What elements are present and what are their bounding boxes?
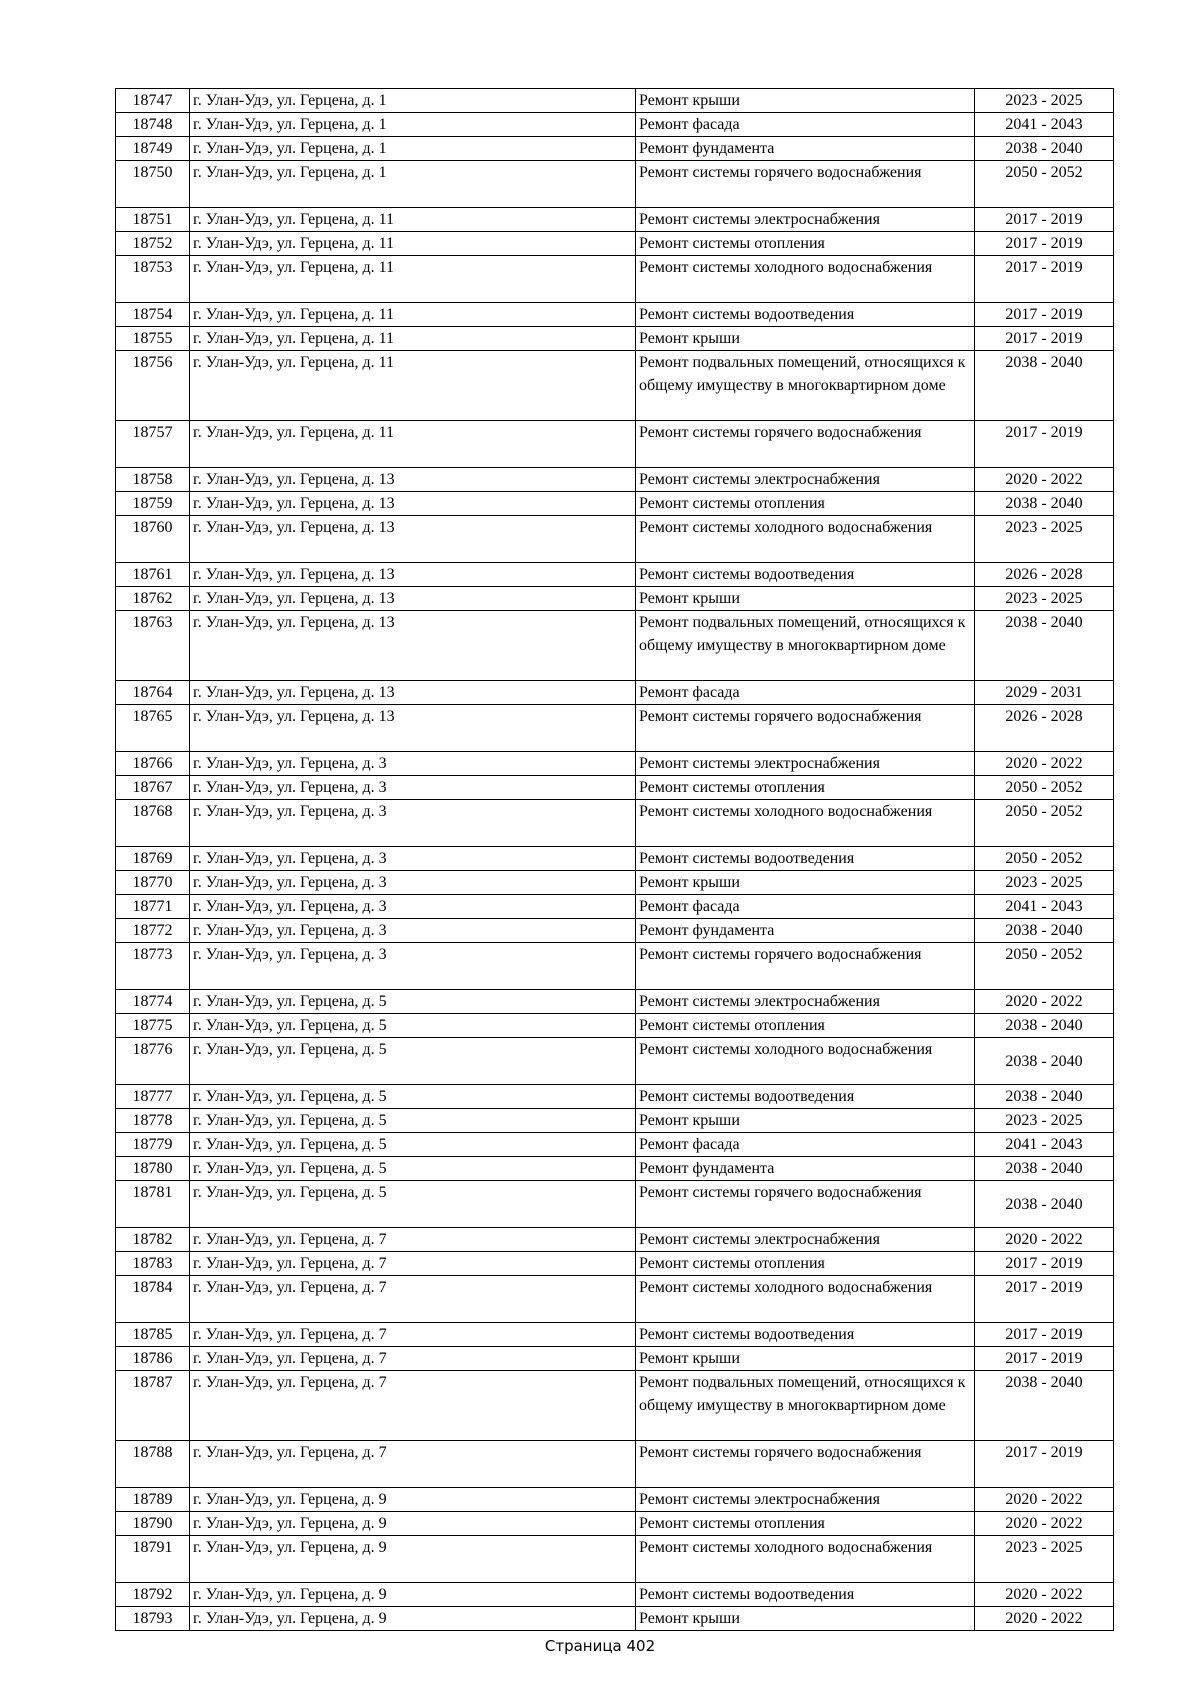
- row-work-type: Ремонт системы водоотведения: [636, 303, 975, 327]
- row-work-type: Ремонт подвальных помещений, относящихся к общему имуществу в многоквартирном доме: [636, 351, 975, 421]
- table-row: [116, 847, 1114, 871]
- row-period: 2017 - 2019: [975, 303, 1114, 327]
- row-address: г. Улан-Удэ, ул. Герцена, д. 11: [190, 256, 636, 303]
- row-work-type: Ремонт крыши: [636, 1607, 975, 1631]
- row-number: 18771: [116, 895, 190, 919]
- row-period: 2038 - 2040: [975, 137, 1114, 161]
- table-row: [116, 516, 1114, 563]
- row-work-type: Ремонт системы отопления: [636, 492, 975, 516]
- table-body: [116, 89, 1114, 1631]
- table-row: [116, 611, 1114, 681]
- row-number: 18782: [116, 1228, 190, 1252]
- row-address: г. Улан-Удэ, ул. Герцена, д. 5: [190, 1133, 636, 1157]
- row-address: г. Улан-Удэ, ул. Герцена, д. 5: [190, 990, 636, 1014]
- row-address: г. Улан-Удэ, ул. Герцена, д. 11: [190, 232, 636, 256]
- table-row: [116, 943, 1114, 990]
- row-work-type: Ремонт фасада: [636, 1133, 975, 1157]
- row-address: г. Улан-Удэ, ул. Герцена, д. 9: [190, 1536, 636, 1583]
- row-work-type: Ремонт подвальных помещений, относящихся к общему имуществу в многоквартирном доме: [636, 1371, 975, 1441]
- row-work-type: Ремонт подвальных помещений, относящихся к общему имуществу в многоквартирном доме: [636, 611, 975, 681]
- row-work-type: Ремонт системы отопления: [636, 1252, 975, 1276]
- row-number: 18781: [116, 1181, 190, 1228]
- row-work-type: Ремонт системы горячего водоснабжения: [636, 421, 975, 468]
- table-row: [116, 1181, 1114, 1228]
- row-number: 18764: [116, 681, 190, 705]
- row-address: г. Улан-Удэ, ул. Герцена, д. 3: [190, 919, 636, 943]
- row-period: 2041 - 2043: [975, 113, 1114, 137]
- table-row: [116, 492, 1114, 516]
- row-address: г. Улан-Удэ, ул. Герцена, д. 13: [190, 516, 636, 563]
- row-period: 2038 - 2040: [975, 351, 1114, 421]
- row-period: 2017 - 2019: [975, 327, 1114, 351]
- row-period: 2038 - 2040: [975, 1038, 1114, 1085]
- row-work-type: Ремонт системы холодного водоснабжения: [636, 1536, 975, 1583]
- row-number: 18767: [116, 776, 190, 800]
- table-row: [116, 1371, 1114, 1441]
- row-address: г. Улан-Удэ, ул. Герцена, д. 3: [190, 943, 636, 990]
- row-number: 18753: [116, 256, 190, 303]
- row-period: 2050 - 2052: [975, 847, 1114, 871]
- row-number: 18777: [116, 1085, 190, 1109]
- table-row: [116, 705, 1114, 752]
- row-period: 2017 - 2019: [975, 232, 1114, 256]
- row-number: 18765: [116, 705, 190, 752]
- table-row: [116, 161, 1114, 208]
- row-work-type: Ремонт фундамента: [636, 137, 975, 161]
- row-number: 18778: [116, 1109, 190, 1133]
- row-period: 2020 - 2022: [975, 990, 1114, 1014]
- row-address: г. Улан-Удэ, ул. Герцена, д. 7: [190, 1252, 636, 1276]
- row-period: 2029 - 2031: [975, 681, 1114, 705]
- row-number: 18785: [116, 1323, 190, 1347]
- row-period: 2017 - 2019: [975, 1441, 1114, 1488]
- row-address: г. Улан-Удэ, ул. Герцена, д. 13: [190, 468, 636, 492]
- row-work-type: Ремонт системы водоотведения: [636, 847, 975, 871]
- row-number: 18776: [116, 1038, 190, 1085]
- row-work-type: Ремонт системы электроснабжения: [636, 208, 975, 232]
- row-number: 18760: [116, 516, 190, 563]
- row-number: 18758: [116, 468, 190, 492]
- row-period: 2023 - 2025: [975, 516, 1114, 563]
- row-period: 2041 - 2043: [975, 895, 1114, 919]
- row-period: 2050 - 2052: [975, 943, 1114, 990]
- row-work-type: Ремонт системы горячего водоснабжения: [636, 161, 975, 208]
- row-number: 18762: [116, 587, 190, 611]
- row-address: г. Улан-Удэ, ул. Герцена, д. 11: [190, 351, 636, 421]
- row-work-type: Ремонт крыши: [636, 89, 975, 113]
- row-work-type: Ремонт фасада: [636, 113, 975, 137]
- table-row: [116, 1441, 1114, 1488]
- row-address: г. Улан-Удэ, ул. Герцена, д. 3: [190, 776, 636, 800]
- row-number: 18769: [116, 847, 190, 871]
- row-work-type: Ремонт системы электроснабжения: [636, 1228, 975, 1252]
- row-period: 2017 - 2019: [975, 1323, 1114, 1347]
- row-period: 2038 - 2040: [975, 1085, 1114, 1109]
- row-period: 2038 - 2040: [975, 1157, 1114, 1181]
- table-row: [116, 89, 1114, 113]
- row-number: 18772: [116, 919, 190, 943]
- table-row: [116, 1038, 1114, 1085]
- row-period: 2050 - 2052: [975, 776, 1114, 800]
- row-number: 18788: [116, 1441, 190, 1488]
- row-work-type: Ремонт системы отопления: [636, 1014, 975, 1038]
- row-period: 2023 - 2025: [975, 1536, 1114, 1583]
- row-number: 18783: [116, 1252, 190, 1276]
- row-period: 2050 - 2052: [975, 800, 1114, 847]
- table-row: [116, 327, 1114, 351]
- row-period: 2023 - 2025: [975, 89, 1114, 113]
- row-period: 2020 - 2022: [975, 1488, 1114, 1512]
- row-period: 2038 - 2040: [975, 1371, 1114, 1441]
- row-work-type: Ремонт фасада: [636, 895, 975, 919]
- row-period: 2017 - 2019: [975, 208, 1114, 232]
- row-period: 2017 - 2019: [975, 421, 1114, 468]
- table-row: [116, 468, 1114, 492]
- row-work-type: Ремонт крыши: [636, 327, 975, 351]
- table-row: [116, 563, 1114, 587]
- row-period: 2026 - 2028: [975, 705, 1114, 752]
- row-work-type: Ремонт крыши: [636, 587, 975, 611]
- row-work-type: Ремонт системы отопления: [636, 776, 975, 800]
- row-number: 18774: [116, 990, 190, 1014]
- row-work-type: Ремонт системы горячего водоснабжения: [636, 1181, 975, 1228]
- table-row: [116, 752, 1114, 776]
- row-work-type: Ремонт системы водоотведения: [636, 563, 975, 587]
- row-address: г. Улан-Удэ, ул. Герцена, д. 13: [190, 587, 636, 611]
- row-number: 18780: [116, 1157, 190, 1181]
- row-period: 2020 - 2022: [975, 1583, 1114, 1607]
- row-number: 18773: [116, 943, 190, 990]
- row-work-type: Ремонт системы холодного водоснабжения: [636, 256, 975, 303]
- row-address: г. Улан-Удэ, ул. Герцена, д. 13: [190, 563, 636, 587]
- row-address: г. Улан-Удэ, ул. Герцена, д. 9: [190, 1583, 636, 1607]
- table-row: [116, 919, 1114, 943]
- table-row: [116, 232, 1114, 256]
- row-work-type: Ремонт крыши: [636, 871, 975, 895]
- row-work-type: Ремонт системы горячего водоснабжения: [636, 943, 975, 990]
- row-work-type: Ремонт фундамента: [636, 919, 975, 943]
- row-number: 18754: [116, 303, 190, 327]
- row-period: 2038 - 2040: [975, 611, 1114, 681]
- row-address: г. Улан-Удэ, ул. Герцена, д. 5: [190, 1085, 636, 1109]
- row-address: г. Улан-Удэ, ул. Герцена, д. 3: [190, 800, 636, 847]
- row-address: г. Улан-Удэ, ул. Герцена, д. 9: [190, 1488, 636, 1512]
- table-row: [116, 303, 1114, 327]
- table-row: [116, 1228, 1114, 1252]
- row-number: 18789: [116, 1488, 190, 1512]
- table-row: [116, 351, 1114, 421]
- row-number: 18775: [116, 1014, 190, 1038]
- row-work-type: Ремонт системы водоотведения: [636, 1583, 975, 1607]
- table-row: [116, 256, 1114, 303]
- row-number: 18755: [116, 327, 190, 351]
- row-address: г. Улан-Удэ, ул. Герцена, д. 11: [190, 208, 636, 232]
- row-period: 2041 - 2043: [975, 1133, 1114, 1157]
- table-row: [116, 1583, 1114, 1607]
- row-period: 2020 - 2022: [975, 752, 1114, 776]
- table-row: [116, 1157, 1114, 1181]
- row-work-type: Ремонт фундамента: [636, 1157, 975, 1181]
- table-row: [116, 1607, 1114, 1631]
- page-number: Страница 402: [544, 1637, 656, 1655]
- row-address: г. Улан-Удэ, ул. Герцена, д. 1: [190, 161, 636, 208]
- row-period: 2023 - 2025: [975, 871, 1114, 895]
- row-work-type: Ремонт системы отопления: [636, 232, 975, 256]
- row-work-type: Ремонт системы электроснабжения: [636, 990, 975, 1014]
- row-address: г. Улан-Удэ, ул. Герцена, д. 11: [190, 421, 636, 468]
- row-address: г. Улан-Удэ, ул. Герцена, д. 3: [190, 752, 636, 776]
- row-number: 18759: [116, 492, 190, 516]
- table-row: [116, 776, 1114, 800]
- row-period: 2017 - 2019: [975, 1252, 1114, 1276]
- row-address: г. Улан-Удэ, ул. Герцена, д. 13: [190, 611, 636, 681]
- row-address: г. Улан-Удэ, ул. Герцена, д. 7: [190, 1441, 636, 1488]
- row-address: г. Улан-Удэ, ул. Герцена, д. 1: [190, 137, 636, 161]
- row-number: 18790: [116, 1512, 190, 1536]
- table-row: [116, 113, 1114, 137]
- row-number: 18749: [116, 137, 190, 161]
- row-number: 18752: [116, 232, 190, 256]
- row-number: 18761: [116, 563, 190, 587]
- row-number: 18791: [116, 1536, 190, 1583]
- table-row: [116, 1133, 1114, 1157]
- table-row: [116, 421, 1114, 468]
- row-number: 18786: [116, 1347, 190, 1371]
- table-row: [116, 895, 1114, 919]
- row-number: 18770: [116, 871, 190, 895]
- row-address: г. Улан-Удэ, ул. Герцена, д. 1: [190, 89, 636, 113]
- row-work-type: Ремонт системы холодного водоснабжения: [636, 516, 975, 563]
- row-period: 2020 - 2022: [975, 1512, 1114, 1536]
- row-period: 2017 - 2019: [975, 256, 1114, 303]
- row-address: г. Улан-Удэ, ул. Герцена, д. 7: [190, 1323, 636, 1347]
- row-period: 2038 - 2040: [975, 492, 1114, 516]
- row-address: г. Улан-Удэ, ул. Герцена, д. 11: [190, 303, 636, 327]
- row-address: г. Улан-Удэ, ул. Герцена, д. 9: [190, 1512, 636, 1536]
- table-row: [116, 137, 1114, 161]
- row-period: 2017 - 2019: [975, 1276, 1114, 1323]
- row-number: 18779: [116, 1133, 190, 1157]
- row-number: 18787: [116, 1371, 190, 1441]
- row-work-type: Ремонт фасада: [636, 681, 975, 705]
- repair-schedule-table: [115, 88, 1114, 1631]
- row-address: г. Улан-Удэ, ул. Герцена, д. 7: [190, 1228, 636, 1252]
- table-row: [116, 800, 1114, 847]
- row-number: 18792: [116, 1583, 190, 1607]
- row-period: 2038 - 2040: [975, 1014, 1114, 1038]
- row-address: г. Улан-Удэ, ул. Герцена, д. 3: [190, 871, 636, 895]
- row-address: г. Улан-Удэ, ул. Герцена, д. 3: [190, 895, 636, 919]
- row-period: 2020 - 2022: [975, 1228, 1114, 1252]
- row-period: 2017 - 2019: [975, 1347, 1114, 1371]
- table-row: [116, 1109, 1114, 1133]
- row-address: г. Улан-Удэ, ул. Герцена, д. 7: [190, 1276, 636, 1323]
- row-number: 18766: [116, 752, 190, 776]
- row-period: 2050 - 2052: [975, 161, 1114, 208]
- table-row: [116, 990, 1114, 1014]
- row-number: 18763: [116, 611, 190, 681]
- row-work-type: Ремонт системы электроснабжения: [636, 1488, 975, 1512]
- row-number: 18748: [116, 113, 190, 137]
- row-address: г. Улан-Удэ, ул. Герцена, д. 13: [190, 681, 636, 705]
- row-number: 18784: [116, 1276, 190, 1323]
- row-work-type: Ремонт системы горячего водоснабжения: [636, 1441, 975, 1488]
- table-row: [116, 1536, 1114, 1583]
- table-row: [116, 1085, 1114, 1109]
- row-work-type: Ремонт системы электроснабжения: [636, 752, 975, 776]
- row-work-type: Ремонт крыши: [636, 1347, 975, 1371]
- row-address: г. Улан-Удэ, ул. Герцена, д. 5: [190, 1181, 636, 1228]
- row-work-type: Ремонт системы отопления: [636, 1512, 975, 1536]
- row-address: г. Улан-Удэ, ул. Герцена, д. 9: [190, 1607, 636, 1631]
- row-period: 2023 - 2025: [975, 587, 1114, 611]
- table-row: [116, 1252, 1114, 1276]
- row-number: 18768: [116, 800, 190, 847]
- row-number: 18751: [116, 208, 190, 232]
- table-row: [116, 208, 1114, 232]
- row-address: г. Улан-Удэ, ул. Герцена, д. 13: [190, 492, 636, 516]
- row-work-type: Ремонт системы холодного водоснабжения: [636, 1276, 975, 1323]
- row-address: г. Улан-Удэ, ул. Герцена, д. 3: [190, 847, 636, 871]
- row-number: 18747: [116, 89, 190, 113]
- row-address: г. Улан-Удэ, ул. Герцена, д. 7: [190, 1371, 636, 1441]
- row-number: 18793: [116, 1607, 190, 1631]
- table-row: [116, 587, 1114, 611]
- table-row: [116, 1488, 1114, 1512]
- row-address: г. Улан-Удэ, ул. Герцена, д. 5: [190, 1109, 636, 1133]
- row-period: 2023 - 2025: [975, 1109, 1114, 1133]
- row-address: г. Улан-Удэ, ул. Герцена, д. 5: [190, 1038, 636, 1085]
- row-number: 18756: [116, 351, 190, 421]
- row-address: г. Улан-Удэ, ул. Герцена, д. 7: [190, 1347, 636, 1371]
- row-address: г. Улан-Удэ, ул. Герцена, д. 1: [190, 113, 636, 137]
- table-row: [116, 1276, 1114, 1323]
- row-address: г. Улан-Удэ, ул. Герцена, д. 5: [190, 1014, 636, 1038]
- row-work-type: Ремонт крыши: [636, 1109, 975, 1133]
- row-address: г. Улан-Удэ, ул. Герцена, д. 11: [190, 327, 636, 351]
- row-period: 2020 - 2022: [975, 1607, 1114, 1631]
- row-period: 2020 - 2022: [975, 468, 1114, 492]
- row-number: 18757: [116, 421, 190, 468]
- row-address: г. Улан-Удэ, ул. Герцена, д. 13: [190, 705, 636, 752]
- row-work-type: Ремонт системы водоотведения: [636, 1085, 975, 1109]
- row-work-type: Ремонт системы водоотведения: [636, 1323, 975, 1347]
- table-row: [116, 1014, 1114, 1038]
- row-period: 2026 - 2028: [975, 563, 1114, 587]
- table-row: [116, 1512, 1114, 1536]
- table-row: [116, 871, 1114, 895]
- row-period: 2038 - 2040: [975, 919, 1114, 943]
- row-number: 18750: [116, 161, 190, 208]
- row-work-type: Ремонт системы электроснабжения: [636, 468, 975, 492]
- row-work-type: Ремонт системы горячего водоснабжения: [636, 705, 975, 752]
- table-row: [116, 681, 1114, 705]
- row-work-type: Ремонт системы холодного водоснабжения: [636, 800, 975, 847]
- row-work-type: Ремонт системы холодного водоснабжения: [636, 1038, 975, 1085]
- row-address: г. Улан-Удэ, ул. Герцена, д. 5: [190, 1157, 636, 1181]
- row-period: 2038 - 2040: [975, 1181, 1114, 1228]
- table-row: [116, 1323, 1114, 1347]
- table-row: [116, 1347, 1114, 1371]
